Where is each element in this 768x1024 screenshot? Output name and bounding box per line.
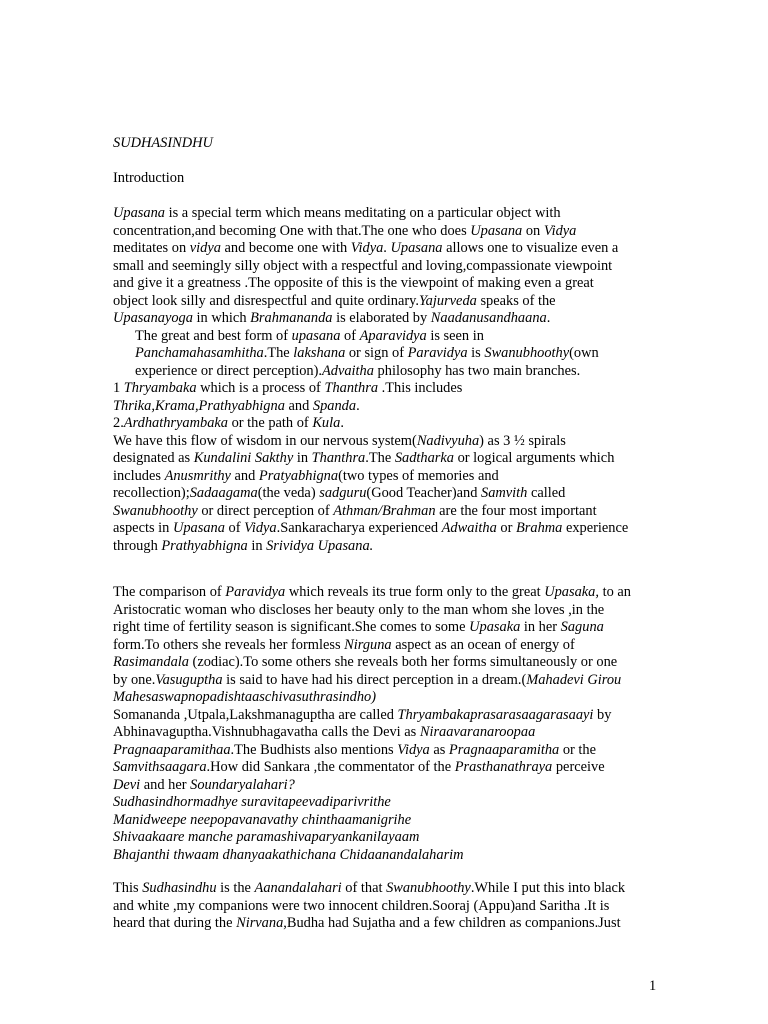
text-run: 2. — [113, 415, 124, 431]
text-line — [113, 654, 661, 672]
italic-term: Spanda — [312, 397, 357, 414]
text-run: in — [247, 537, 267, 554]
text-run: ,Budha had Sujatha and a few children as companions.Just — [283, 915, 621, 931]
text-run: allows one to visualize even a — [442, 240, 619, 256]
italic-term: Pragnaaparamitha — [448, 741, 560, 758]
text-line — [113, 619, 661, 637]
text-run: or — [496, 520, 516, 536]
italic-term: Sudhasindhormadhye suravitapeevadiparivrithe — [113, 794, 391, 810]
text-run: is a special term which means meditating on a particular object with — [164, 205, 561, 221]
text-run: to an — [598, 584, 631, 600]
text-run: . — [546, 310, 551, 326]
text-run: and white ,my companions were two innocent children.Sooraj (Appu)and Saritha .It is — [113, 897, 610, 914]
italic-term: Rasimandala — [113, 654, 189, 670]
text-line — [113, 223, 661, 241]
text-run: object look silly and disrespectful and quite ordinary. — [113, 292, 419, 309]
text-line — [113, 433, 661, 451]
text-run: by one. — [113, 671, 156, 688]
text-run: includes — [113, 467, 165, 484]
italic-term: Paravidya — [225, 584, 286, 600]
italic-term: Aanandalahari — [254, 880, 342, 896]
text-run: which reveals its true form only to the great — [285, 584, 545, 600]
text-run: of — [224, 520, 245, 536]
italic-term: Vidya — [244, 520, 277, 536]
paragraph-3 — [113, 880, 661, 933]
text-line — [113, 205, 661, 223]
text-run: philosophy has two main branches. — [373, 362, 581, 379]
text-run: and become one with — [220, 240, 351, 256]
text-run: through — [113, 537, 162, 554]
text-line — [113, 310, 661, 328]
text-run: on — [522, 222, 544, 239]
italic-term: Brahmananda — [250, 310, 333, 326]
italic-term: Sadaagama — [189, 485, 258, 501]
italic-term: Thanthra — [311, 450, 366, 466]
text-run: in — [293, 450, 312, 466]
text-run: .How did Sankara ,the commentator of the — [206, 759, 455, 775]
italic-term: Adwaitha — [441, 520, 497, 536]
italic-term: Aparavidya — [359, 327, 427, 344]
italic-term: Swanubhoothy — [386, 880, 471, 896]
italic-term: Vidya — [397, 741, 430, 758]
text-line — [113, 538, 661, 556]
text-line — [113, 584, 661, 602]
italic-term: Swanubhoothy — [113, 502, 198, 519]
text-run: and give it a greatness .The opposite of this is the viewpoint of making even a great — [113, 275, 594, 291]
italic-term: Mahesaswapnopadishtaaschivasuthrasindho) — [113, 689, 377, 705]
text-line — [113, 637, 661, 655]
text-line — [113, 777, 661, 795]
italic-term: Samvithsaagara — [113, 759, 207, 775]
text-run: . — [340, 415, 344, 431]
text-run: . — [383, 240, 391, 256]
text-run: (own — [569, 345, 599, 361]
text-line — [113, 450, 661, 468]
paragraph-1 — [113, 205, 661, 555]
text-run: in which — [192, 310, 251, 326]
text-run: This — [113, 880, 143, 896]
text-run: meditates on — [113, 240, 190, 256]
text-line — [113, 672, 661, 690]
text-run: .The Budhists also mentions — [230, 741, 398, 758]
text-run: of — [340, 327, 360, 344]
text-run: (the veda) — [257, 485, 320, 501]
text-line — [113, 898, 661, 916]
text-run: The great and best form of — [135, 327, 292, 344]
text-run: is the — [216, 880, 255, 896]
text-run: . — [356, 397, 360, 414]
text-line — [113, 812, 661, 830]
text-run: and — [230, 467, 259, 484]
text-run: or the path of — [227, 415, 313, 431]
text-run: of that — [341, 880, 387, 896]
italic-term: Vasuguptha — [155, 671, 223, 688]
italic-term: Ardhathryambaka — [123, 415, 228, 431]
text-run: (Good Teacher)and — [366, 485, 482, 501]
italic-term: Upasaka — [469, 619, 521, 635]
italic-term: lakshana — [293, 345, 346, 361]
page-number: 1 — [649, 978, 657, 994]
text-run: We have this flow of wisdom in our nervous system( — [113, 432, 417, 449]
italic-term: Prathyabhigna — [161, 537, 248, 554]
italic-term: Shivaakaare manche paramashivaparyankanilayaam — [113, 829, 420, 845]
italic-term: Nirvana — [236, 915, 284, 931]
text-line — [113, 520, 661, 538]
text-run: experience — [562, 520, 629, 536]
text-line — [113, 485, 661, 503]
text-line — [113, 380, 661, 398]
text-run: and — [284, 397, 313, 414]
text-run: .Sankaracharya experienced — [276, 520, 442, 536]
text-line — [113, 468, 661, 486]
text-run: heard that during the — [113, 915, 237, 931]
italic-term: Upasanayoga — [113, 310, 193, 326]
italic-term: Pratyabhigna — [258, 467, 339, 484]
text-run: called — [527, 485, 566, 501]
text-run: as — [429, 741, 449, 758]
text-run: speaks of the — [476, 292, 556, 309]
text-line — [113, 724, 661, 742]
text-run: The comparison of — [113, 584, 226, 600]
text-run: by — [593, 706, 612, 723]
italic-term: Advaitha — [321, 362, 374, 379]
text-run: or the — [559, 741, 597, 758]
text-line — [113, 258, 661, 276]
text-line — [113, 847, 661, 865]
text-line — [113, 503, 661, 521]
text-line — [113, 689, 661, 707]
text-line — [113, 415, 661, 433]
italic-term: Vidya — [543, 222, 577, 239]
text-run: ) as 3 ½ spirals — [479, 432, 566, 449]
document-title — [113, 135, 661, 153]
italic-term: Naadanusandhaana — [430, 310, 547, 326]
text-line — [113, 759, 661, 777]
text-line — [113, 275, 661, 293]
text-run: 1 — [113, 380, 124, 396]
text-line — [113, 794, 661, 812]
text-line — [113, 293, 661, 311]
text-run: .This includes — [378, 380, 463, 396]
italic-term: Kundalini Sakthy — [193, 450, 294, 466]
italic-term: Mahadevi Girou — [526, 671, 622, 688]
italic-term: Niraavaranaroopaa — [419, 724, 536, 740]
italic-term: Brahma — [515, 520, 563, 536]
italic-term: Swanubhoothy — [484, 345, 570, 361]
text-run: aspects in — [113, 520, 173, 536]
italic-term: Pragnaaparamithaa — [113, 741, 231, 758]
text-run: .The — [365, 450, 395, 466]
text-line — [113, 363, 661, 381]
italic-term: sadguru — [319, 485, 367, 501]
italic-term: Srividya Upasana. — [266, 537, 374, 554]
italic-term: Soundaryalahari? — [190, 776, 295, 793]
text-line — [113, 742, 661, 760]
italic-term: Kula — [312, 415, 341, 431]
italic-term: Panchamahasamhitha — [135, 345, 264, 361]
italic-term: Nadivyuha — [416, 432, 480, 449]
italic-term: Thrika,Krama,Prathyabhigna — [113, 397, 285, 414]
text-run: and her — [140, 776, 191, 793]
text-run: or sign of — [345, 345, 408, 361]
italic-term: Thanthra — [324, 380, 379, 396]
text-run: Abhinavaguptha.Vishnubhagavatha calls the Devi as — [113, 724, 420, 740]
italic-term: Saguna — [560, 619, 604, 635]
italic-term: Upasana — [390, 240, 443, 256]
text-run: aspect as an ocean of energy of — [391, 636, 575, 653]
text-line — [113, 602, 661, 620]
heading-text: Introduction — [113, 170, 185, 186]
italic-term: Devi — [113, 776, 141, 793]
text-run: small and seemingly silly object with a respectful and loving,compassionate viewpoint — [113, 257, 613, 274]
text-run: or direct perception of — [197, 502, 334, 519]
text-run: experience or direct perception). — [135, 362, 322, 379]
text-run: recollection); — [113, 485, 190, 501]
italic-term: Upasana — [470, 222, 523, 239]
text-line — [113, 328, 661, 346]
text-line — [113, 345, 661, 363]
text-run: designated as — [113, 450, 194, 466]
text-run: which is a process of — [196, 380, 325, 396]
text-run: (two types of memories and — [338, 467, 499, 484]
text-run: is — [467, 345, 485, 361]
italic-term: Paravidya — [407, 345, 468, 361]
italic-term: Bhajanthi thwaam dhanyaakathichana Chidaanandalaharim — [113, 846, 464, 863]
italic-term: Sadtharka — [394, 450, 454, 466]
italic-term: Upasana — [172, 520, 225, 536]
text-run: (zodiac).To some others she reveals both her forms simultaneously or one — [188, 654, 618, 670]
text-line — [113, 398, 661, 416]
section-heading — [113, 170, 661, 188]
italic-term: vidya — [189, 240, 221, 256]
text-run: .The — [263, 345, 294, 361]
text-run: form.To others she reveals her formless — [113, 636, 345, 653]
italic-term: Manidweepe neepopavanavathy chinthaamanigrihe — [113, 811, 412, 828]
italic-term: Upasaka, — [544, 584, 599, 600]
text-line — [113, 707, 661, 725]
text-line — [113, 915, 661, 933]
italic-term: Sudhasindhu — [142, 880, 217, 896]
italic-term: Prasthanathraya — [454, 759, 553, 775]
italic-term: Vidya — [350, 240, 384, 256]
text-run: right time of fertility season is significant.She comes to some — [113, 619, 470, 635]
italic-term: Thryambaka — [123, 380, 197, 396]
italic-term: Athman/Brahman — [333, 502, 436, 519]
text-run: in her — [520, 619, 561, 635]
text-line — [113, 880, 661, 898]
italic-term: Samvith — [481, 485, 528, 501]
italic-term: Nirguna — [344, 636, 392, 653]
italic-term: upasana — [291, 327, 341, 344]
text-run: are the four most important — [435, 502, 597, 519]
text-run: is elaborated by — [332, 310, 431, 326]
text-run: .While I put this into black — [470, 880, 626, 896]
text-run: Somananda ,Utpala,Lakshmanaguptha are called — [113, 706, 398, 723]
text-run: is seen in — [426, 327, 484, 344]
italic-term: Thryambakaprasarasaagarasaayi — [397, 706, 594, 723]
text-run: Aristocratic woman who discloses her beauty only to the man whom she loves ,in the — [113, 601, 605, 618]
text-line — [113, 240, 661, 258]
title-text: SUDHASINDHU — [113, 135, 213, 151]
italic-term: Anusmrithy — [164, 467, 231, 484]
text-run: is said to have had his direct perception in a dream.( — [222, 671, 527, 688]
italic-term: Yajurveda — [419, 292, 477, 309]
text-line — [113, 829, 661, 847]
italic-term: Upasana — [113, 205, 165, 221]
text-run: or logical arguments which — [454, 450, 615, 466]
text-run: concentration,and becoming One with that.The one who does — [113, 222, 471, 239]
paragraph-2 — [113, 584, 661, 864]
text-run: perceive — [552, 759, 605, 775]
